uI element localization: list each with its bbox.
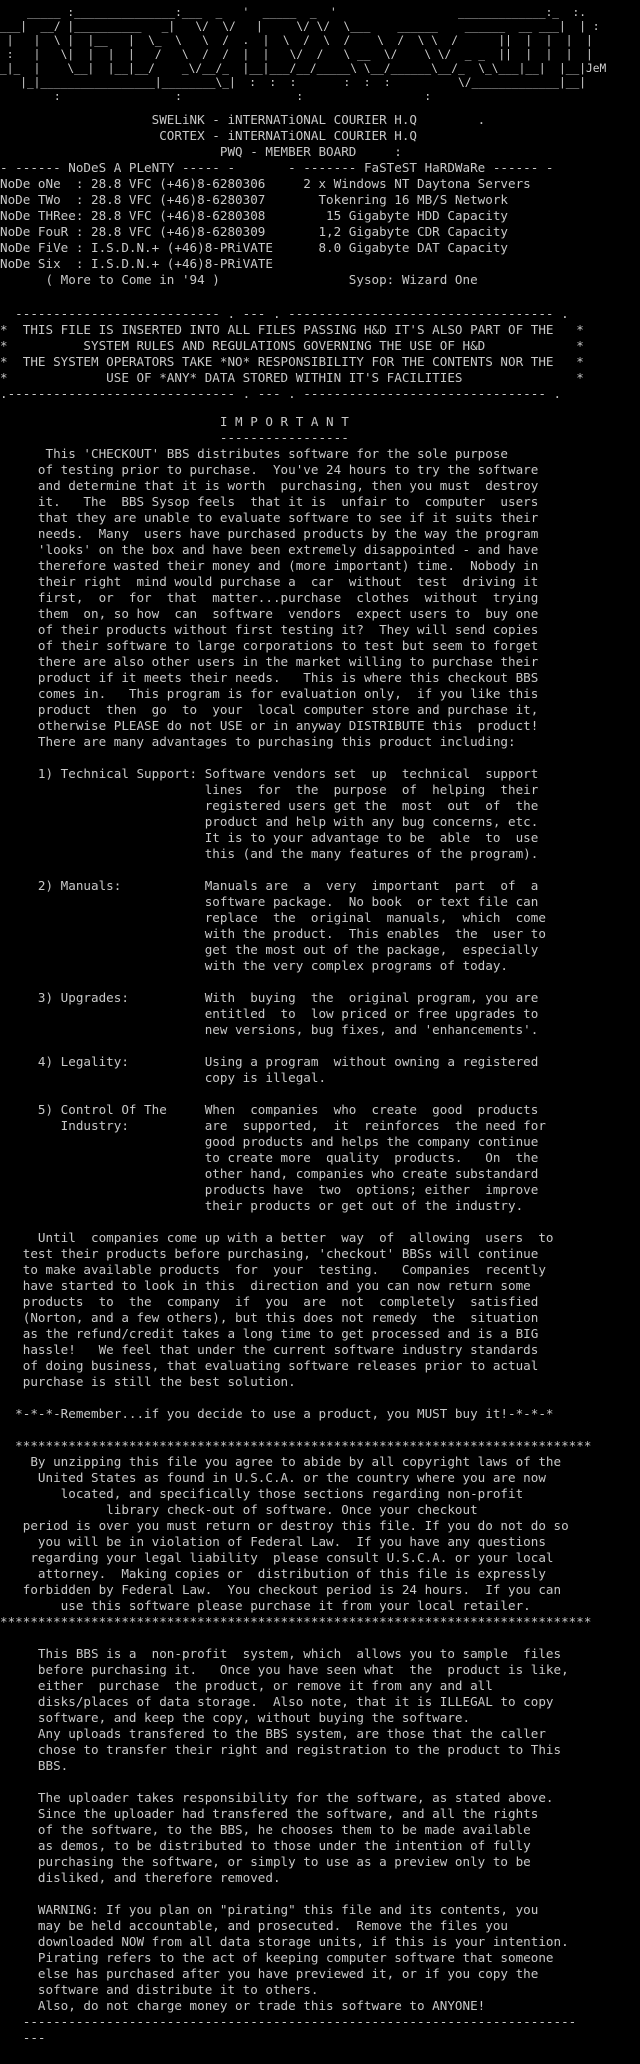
nodes-hardware-table: - ------ NoDeS A PLeNTY ----- - - ------- FaSTeST HaRDWaRe ------ - NoDe oNe : 28.8 VFC (+46)8-6280306 2 x Windows NT Daytona Servers NoDe TWo : 28.8 VFC (+46)8-6280307 Tokenring 16 MB/S Network NoDe THRee: 28.8 VFC (+46)8-6280308 15 Gigabyte HDD Capacity NoDe FouR : 28.8 VFC (+46)8-6280309 1,2 Gigabyte CDR Capacity NoDe FiVe : I.S.D.N.+ (+46)8-PRiVATE 8.0 Gigabyte DAT Capacity NoDe Six : I.S.D.N.+ (+46)8-PRiVATE ( More to Come in '94 ) Sysop: Wizard One — [0, 160, 554, 287]
header-title-2: CORTEX - iNTERNATiONAL COURIER H.Q — [0, 128, 418, 143]
ascii-logo: _____ :_______________:___ _ ' _____ _ ' _____________:_ :. ___| __/ |__________ _| \/ \/ | \/ \/ \___ ______ ______ __ ___| | : | | \ | |__ | \_ \ \ / . | \ / \ / \ / \ \ / || | | | | : | \| | | | / \ / / | | \/ / \ __ \/ \ \/ _ _ || | | | | _|_ | \__| |__|__/ _\/__/_ |__|___/__/_____\ \__/______\__/_ \_\___|__| |__|JeM |_|_________________|________\_| : : : : : : \/_____________|__| : : : : — [0, 6, 607, 103]
header-title-3: PWQ - MEMBER BOARD : — [0, 144, 402, 159]
intro-paragraph: This 'CHECKOUT' BBS distributes software for the sole purpose of testing prior to purchase. You've 24 hours to try the software and determine that it is worth purchasing, then you must destroy it. The BBS Sysop feels that it is unfair to computer users that they are unable to evaluate software to see if it suits their needs. Many users have purchased products by the way the program 'looks' on the box and have been extremely disappointed - and have therefore wasted their money and (more important) time. Nobody in their right mind would purchase a car without test driving it first, or for that matter...purchase clothes without trying them on, so how can software vendors expect users to buy one of their products without first testing it? They will send copies of their software to large corporations to test but seem to forget there are also other users in the market willing to purchase their product if it meets their needs. This is where this checkout BBS comes in. This program is for evaluation only, if you like this product then go to your local computer store and purchase it, otherwise PLEASE do not USE or in anyway DISTRIBUTE this product! There are many advantages to purchasing this product including: — [37, 446, 539, 749]
advantages-list: 1) Technical Support: Software vendors set up technical support lines for the purpose of helping their registered users get the most out of the product and help with any bug concerns, etc. It is to your advantage to be able to use this (and the many features of the program). 2) Manuals: Manuals are a very important part of a software package. No book or text file can replace the original manuals, which come with the product. This enables the user to get the most out of the package, especially with the very complex programs of today. 3) Upgrades: With buying the original program, you are entitled to low priced or free upgrades to new versions, bug fixes, and 'enhancements'. 4) Legality: Using a program without owning a registered copy is illegal. 5) Control Of The When companies who create good products Industry: are supported, it reinforces the need for good products and helps the company continue to create more quality products. On the other hand, companies who create substandard products have two options; either improve their products or get out of the industry. — [37, 766, 546, 1213]
header-title-1: SWELiNK - iNTERNATiONAL COURIER H.Q . — [0, 112, 486, 127]
copyright-block: **************************************************************************** By unzipping this file you agree to abide by all copyright laws of the United States as found in U.S.C.A. or the country where you are now located, and specifically those sections regarding non-profit library check-out of software. Once your checkout period is over you must return or destroy this file. If you do not do so you will be in violation of Federal Law. If you have any questions regarding your legal liability please consult U.S.C.A. or your local attorney. Making copies or distribution of this file is expressly forbidden by Federal Law. You checkout period is 24 hours. If you can use this software please purchase it from your local retailer. ****************************************************************************** — [0, 1438, 592, 1629]
important-heading: I M P O R T A N T ----------------- — [219, 414, 349, 445]
remember-line: *-*-*-Remember...if you decide to use a product, you MUST buy it!-*-*-* — [0, 1406, 554, 1421]
bbs-policy: This BBS is a non-profit system, which allows you to sample files before purchasing it. Once you have seen what the product is like, either purchase the product, or remove it from any and all disks/places of data storage. Also note, that it is ILLEGAL to copy software, and keep the copy, without buying the software. Any uploads transfered to the BBS system, are those that the caller chose to transfer their right and registration to the product to This BBS. The uploader takes responsibility for the software, as stated above. Since the uploader had transfered the software, and all the rights of the software, to the BBS, he chooses them to be made available as demos, to be distributed to those under the intention of fully purchasing the software, or simply to use as a preview only to be disliked, and therefore removed. WARNING: If you plan on "pirating" this file and its contents, you may be held accountable, and prosecuted. Remove the files you downloaded NOW from all data storage units, if this is your intention. Pirating refers to the act of keeping computer software that someone else has purchased after you have previewed it, or if you copy the software and distribute it to others. Also, do not charge money or trade this software to ANYONE! ------------------------------------------------------------------------- --- — [22, 1646, 577, 2045]
closing-paragraph: Until companies come up with a better way of allowing users to test their products before purchasing, 'checkout' BBSs will continue to make available products for your testing. Companies recently have started to look in this direction and you can now return some products to the company if you are not completely satisfied (Norton, and a few others), but this does not remedy the situation as the refund/credit takes a long time to get processed and is a BIG hassle! We feel that under the current software industry standards of doing business, that evaluating software releases prior to actual purchase is still the best solution. — [22, 1230, 554, 1389]
notice-box: --------------------------- . --- . ----------------------------------- . * THIS FILE IS INSERTED INTO ALL FILES PASSING H&D IT'S ALSO PART OF THE * * SYSTEM RULES AND REGULATIONS GOVERNING THE USE OF H&D * * THE SYSTEM OPERATORS TAKE *NO* RESPONSIBILITY FOR THE CONTENTS NOR THE * * USE OF *ANY* DATA STORED WITHIN IT'S FACILITIES * .------------------------------ . --- . -------------------------------- . — [0, 306, 584, 401]
